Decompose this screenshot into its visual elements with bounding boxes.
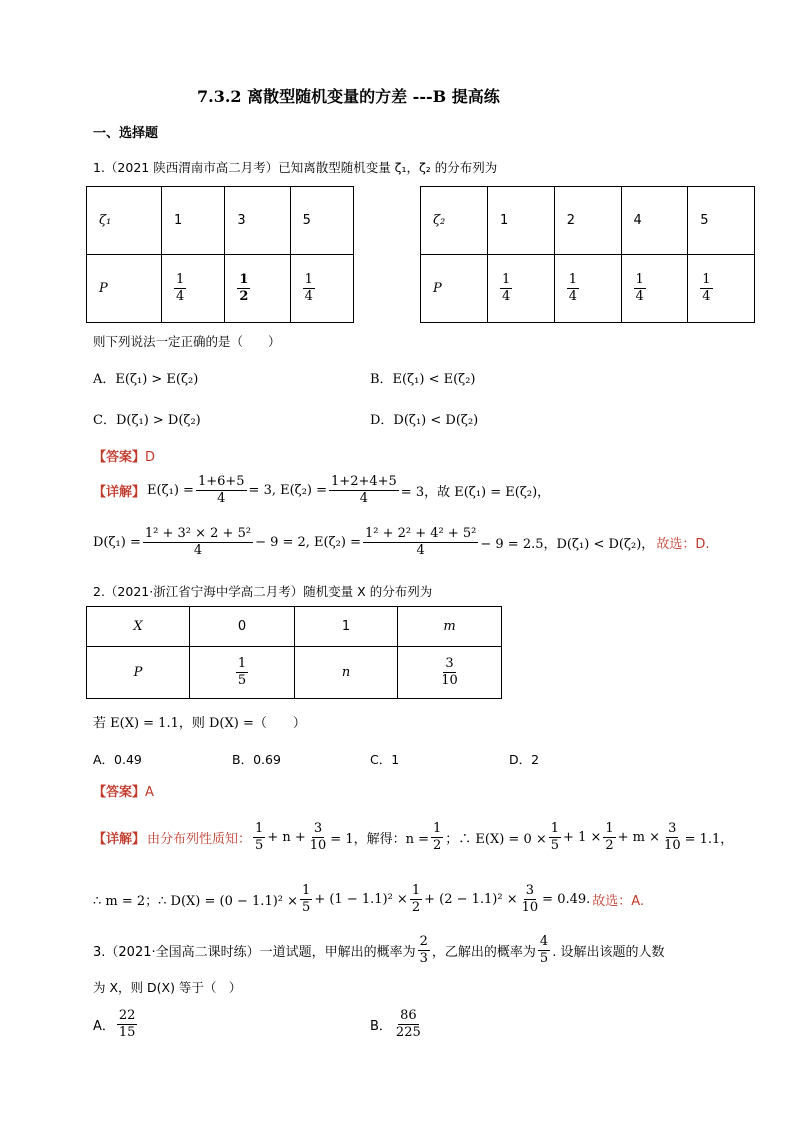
math-text: ；∴ E(X) = 0 × [445,831,547,847]
q1-answer [93,446,155,465]
table-var-cell: ζ₂ [421,187,488,255]
q2-table [86,606,502,699]
table-prob-cell: $\frac{1}{4}$ [290,255,353,323]
fraction: $\frac{\text{1² + 2² + 4² + 5²}}{4}$ [364,525,477,558]
q1-table-zeta2 [420,186,755,323]
fraction: $\frac{3}{10}$ [309,820,327,853]
fraction: $\frac{\text{1² + 3² × 2 + 5²}}{4}$ [144,525,252,558]
fraction: $\frac{3}{10}$ [664,820,681,853]
table-var-cell: ζ₁ [87,187,162,255]
table-value-cell: 1 [162,187,225,255]
math-text: + (1 − 1.1)² × [314,891,408,907]
math-text: ∴ m = 2；∴ D(X) = (0 − 1.1)² × [93,893,299,909]
table-prob-cell: $\frac{1}{5}$ [190,647,295,699]
table-value-cell: 5 [688,187,755,255]
table-value-cell: 1 [295,607,398,647]
fraction: $\frac{1}{2}$ [605,820,614,853]
fraction: $\frac{1}{5}$ [302,882,311,915]
table-p-cell: P [87,647,190,699]
table-value-cell: 0 [190,607,295,647]
math-text: = 1.1， [684,831,734,847]
answer-tag: 【答案】 [93,785,146,800]
q1-stem: 1.（2021 陕西渭南市高二月考）已知离散型随机变量 ζ₁，ζ₂ 的分布列为 [93,160,498,175]
fraction: $\frac{1}{5}$ [255,820,264,853]
table-value-cell: 5 [290,187,353,255]
table-var-cell: X [87,607,190,647]
q2-detail-line2 [93,878,644,920]
q2-stem: 2.（2021·浙江省宁海中学高二月考）随机变量 X 的分布列为 [93,584,433,599]
q1-option-c[interactable]: C．D(ζ₁) > D(ζ₂) [93,413,201,428]
math-text: − 9 = 2.5，D(ζ₁) < D(ζ₂)， [480,536,655,552]
fraction: $\frac{1}{2}$ [411,882,421,915]
table-value-cell: 1 [488,187,555,255]
math-text: D(ζ₁) = [93,534,141,550]
table-prob-cell: $\frac{3}{10}$ [398,647,502,699]
math-text: + (2 − 1.1)² × [424,891,518,907]
table-value-cell: 3 [225,187,290,255]
fraction: $\frac{2}{3}$ [419,933,428,966]
math-text: = 3，故 E(ζ₁) = E(ζ₂)， [400,484,551,500]
table-prob-cell: n [295,647,398,699]
q3-option-a[interactable] [93,1004,137,1044]
table-prob-cell: $\frac{1}{2}$ [225,255,290,323]
fraction: $\frac{1}{5}$ [550,820,560,853]
table-prob-cell: $\frac{1}{4}$ [162,255,225,323]
q2-detail-line1 [93,816,733,858]
q2-option-a[interactable]: A．0.49 [93,752,142,767]
fraction: $\frac{22}{15}$ [118,1007,136,1040]
q1-prompt: 则下列说法一定正确的是（ ） [93,334,281,349]
q1-option-a[interactable]: A．E(ζ₁) > E(ζ₂) [93,372,199,387]
math-text: = 0.49. [542,891,591,907]
detail-tag: 【详解】 [93,831,146,847]
fraction: $\frac{3}{10}$ [521,882,539,915]
q3-stem [93,930,664,970]
q3-stem-line2: 为 X，则 D(X) 等于（ ） [93,980,242,995]
fraction: $\frac{86}{225}$ [395,1007,421,1040]
fraction: $\frac{1+2+4+5}{4}$ [331,473,397,506]
table-prob-cell: $\frac{1}{4}$ [621,255,688,323]
table-prob-cell: $\frac{1}{4}$ [488,255,555,323]
q1-option-b[interactable]: B．E(ζ₁) < E(ζ₂) [370,372,476,387]
stem-text: ，乙解出的概率为 [431,944,536,960]
q2-answer [93,781,154,800]
detail-lead: 由分布列性质知： [147,831,252,847]
detail-tag: 【详解】 [93,484,146,500]
table-value-cell: 4 [621,187,688,255]
table-prob-cell: $\frac{1}{4}$ [688,255,755,323]
math-text: = 1，解得：n = [330,831,429,847]
fraction: $\frac{4}{5}$ [539,933,549,966]
table-prob-cell: $\frac{1}{4}$ [554,255,621,323]
math-text: + n + [267,829,306,845]
math-text: E(ζ₁) = [147,482,194,498]
table-p-cell: P [421,255,488,323]
answer-value: A [145,785,154,800]
q1-table-zeta1 [86,186,354,323]
detail-conclusion: 故选：A. [592,893,645,909]
table-value-cell: 2 [554,187,621,255]
detail-conclusion: 故选：D. [656,536,710,552]
q1-detail-line1 [93,470,550,510]
answer-tag: 【答案】 [93,450,146,465]
table-value-cell: m [398,607,502,647]
q2-prompt: 若 E(X) = 1.1，则 D(X) =（ ） [93,716,306,731]
q2-option-c[interactable]: C．1 [370,752,400,767]
q2-option-b[interactable]: B．0.69 [232,752,281,767]
fraction: $\frac{1}{2}$ [433,820,442,853]
math-text: = 3, E(ζ₂) = [248,482,328,498]
table-p-cell: P [87,255,162,323]
answer-value: D [145,450,156,465]
section-heading: 一、选择题 [93,126,159,141]
stem-text: . 设解出该题的人数 [552,944,665,960]
option-label: A． [93,1018,115,1034]
q3-option-b[interactable] [370,1004,423,1044]
q2-option-d[interactable]: D．2 [509,752,540,767]
page-title: 7.3.2 离散型随机变量的方差 ---B 提高练 [197,87,500,106]
math-text: + m × [617,829,661,845]
q1-detail-line2 [93,522,709,562]
math-text: + 1 × [563,829,602,845]
fraction: $\frac{1+6+5}{4}$ [197,473,245,506]
math-text: − 9 = 2, E(ζ₂) = [255,534,361,550]
q1-option-d[interactable]: D．D(ζ₁) < D(ζ₂) [370,413,479,428]
stem-text: 3.（2021·全国高二课时练）一道试题，甲解出的概率为 [93,944,416,960]
option-label: B． [370,1018,392,1034]
